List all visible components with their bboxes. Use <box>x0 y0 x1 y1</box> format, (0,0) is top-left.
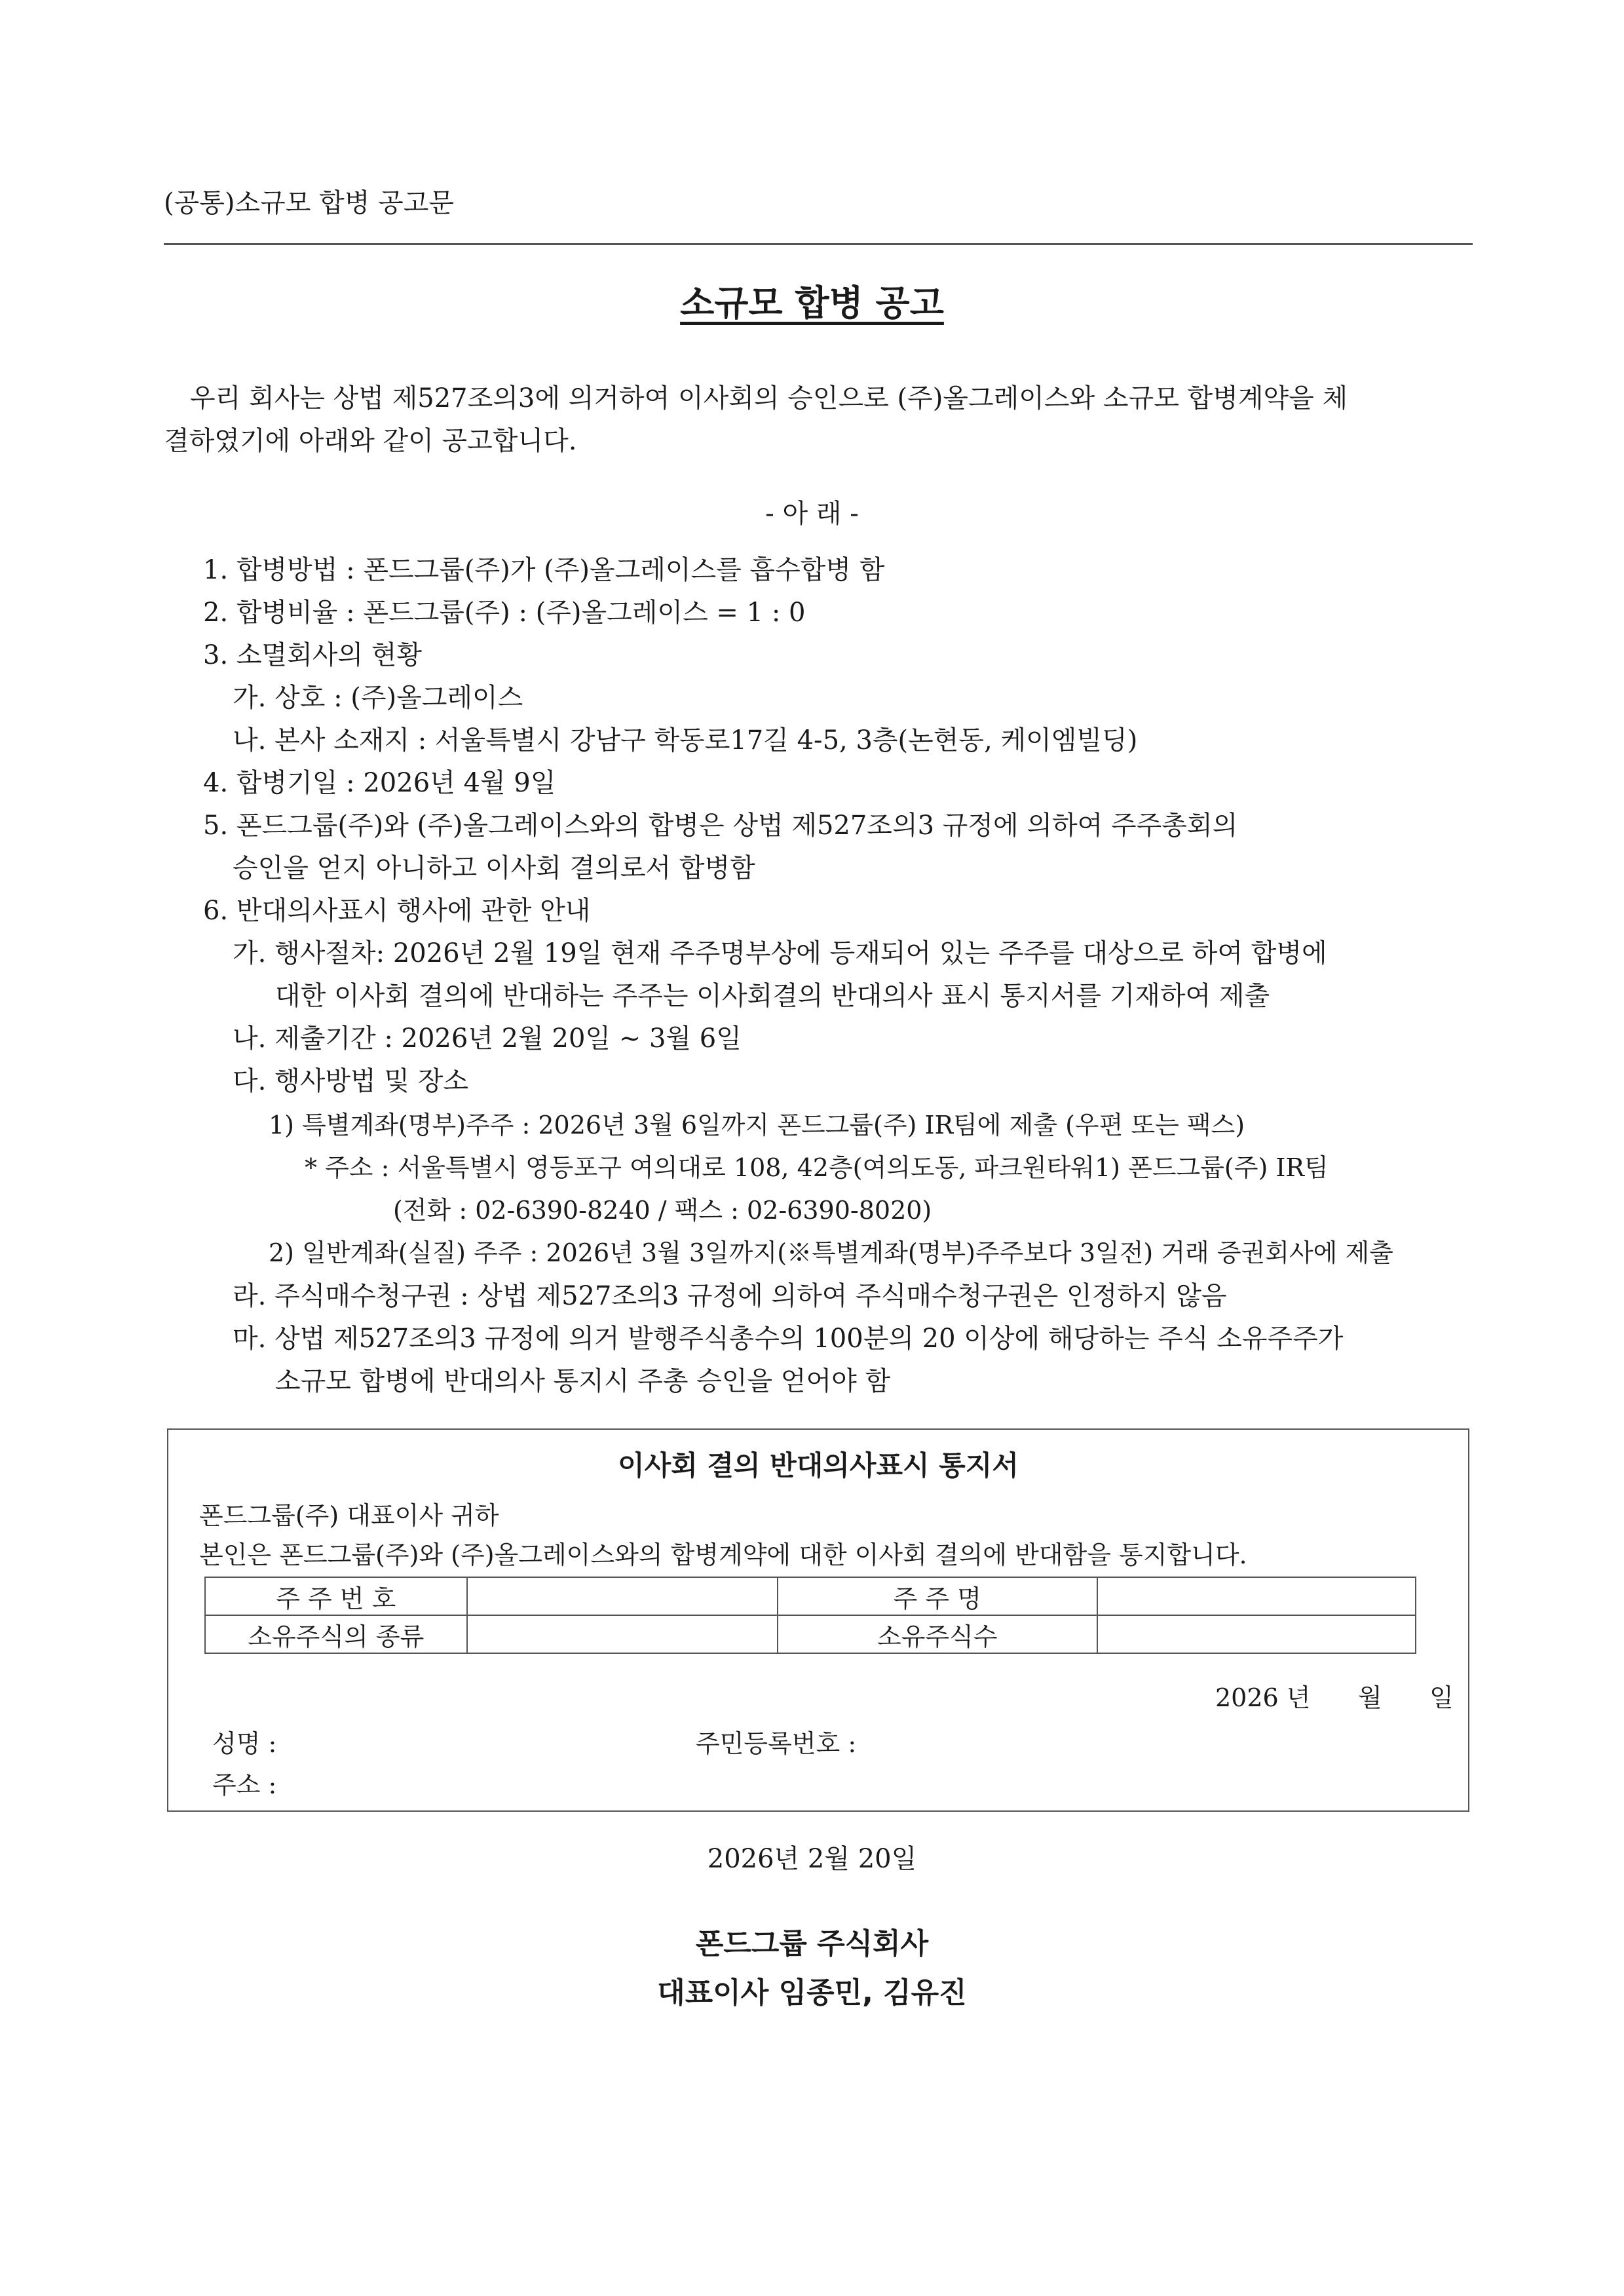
header-divider <box>164 243 1473 245</box>
item-6c2-general-account: 2) 일반계좌(실질) 주주 : 2026년 3월 3일까지(※특별계좌(명부)주주보다 3일전) 거래 증권회사에 제출 <box>269 1238 1393 1267</box>
signer-address-label: 주소 : <box>212 1770 277 1799</box>
shareholder-info-table <box>204 1577 1416 1654</box>
item-6c1-address: * 주소 : 서울특별시 영등포구 여의대로 108, 42층(여의도동, 파크원타워1) 폰드그룹(주) IR팀 <box>305 1153 1329 1182</box>
item-5-line1: 5. 폰드그룹(주)와 (주)올그레이스와의 합병은 상법 제527조의3 규정에 의하여 주주총회의 <box>203 811 1238 841</box>
share-type-field[interactable] <box>467 1615 778 1653</box>
item-3b-head-office: 나. 본사 소재지 : 서울특별시 강남구 학동로17길 4-5, 3층(논현동, 케이엠빌딩) <box>233 725 1138 756</box>
document-header-label: (공통)소규모 합병 공고문 <box>164 188 455 218</box>
share-count-label: 소유주식수 <box>778 1615 1097 1653</box>
announcement-date: 2026년 2월 20일 <box>707 1844 917 1874</box>
resident-id-label: 주민등록번호 : <box>696 1729 857 1758</box>
intro-paragraph-line1: 우리 회사는 상법 제527조의3에 의거하여 이사회의 승인으로 (주)올그레이스와 소규모 합병계약을 체 <box>190 383 1348 413</box>
item-4-merger-date: 4. 합병기일 : 2026년 4월 9일 <box>203 768 556 798</box>
item-5-line2: 승인을 얻지 아니하고 이사회 결의로서 합병함 <box>233 853 755 883</box>
item-1-merger-method: 1. 합병방법 : 폰드그룹(주)가 (주)올그레이스를 흡수합병 함 <box>203 555 885 585</box>
table-row <box>205 1615 1416 1653</box>
dissent-form-date-line: 2026 년 월 일 <box>1215 1683 1454 1712</box>
dissent-notice-form <box>167 1428 1469 1812</box>
dissent-form-title: 이사회 결의 반대의사표시 통지서 <box>618 1449 1019 1482</box>
dissent-form-statement: 본인은 폰드그룹(주)와 (주)올그레이스와의 합병계약에 대한 이사회 결의에 반대함을 통지합니다. <box>199 1540 1247 1569</box>
item-6e-line2: 소규모 합병에 반대의사 통지시 주총 승인을 얻어야 함 <box>275 1366 891 1396</box>
signer-name-label: 성명 : <box>212 1729 277 1758</box>
dissent-form-addressee: 폰드그룹(주) 대표이사 귀하 <box>199 1501 499 1530</box>
item-6a-line2: 대한 이사회 결의에 반대하는 주주는 이사회결의 반대의사 표시 통지서를 기재하여 제출 <box>275 981 1270 1011</box>
shareholder-name-label: 주 주 명 <box>778 1577 1097 1615</box>
section-heading: - 아 래 - <box>765 499 859 529</box>
company-name: 폰드그룹 주식회사 <box>695 1927 929 1961</box>
item-6c1-special-account: 1) 특별계좌(명부)주주 : 2026년 3월 6일까지 폰드그룹(주) IR팀에 제출 (우편 또는 팩스) <box>269 1111 1245 1139</box>
item-3-dissolved-company: 3. 소멸회사의 현황 <box>203 640 423 670</box>
item-6d-appraisal-right: 라. 주식매수청구권 : 상법 제527조의3 규정에 의하여 주식매수청구권은 인정하지 않음 <box>233 1281 1227 1311</box>
shareholder-number-field[interactable] <box>467 1577 778 1615</box>
item-3a-trade-name: 가. 상호 : (주)올그레이스 <box>233 683 523 713</box>
intro-paragraph-line2: 결하였기에 아래와 같이 공고합니다. <box>164 426 577 456</box>
item-6a-line1: 가. 행사절차: 2026년 2월 19일 현재 주주명부상에 등재되어 있는 주주를 대상으로 하여 합병에 <box>233 938 1327 968</box>
notice-title: 소규모 합병 공고 <box>680 282 944 324</box>
ceo-names: 대표이사 임종민, 김유진 <box>657 1976 967 2010</box>
share-type-label: 소유주식의 종류 <box>205 1615 467 1653</box>
share-count-field[interactable] <box>1097 1615 1416 1653</box>
item-6e-line1: 마. 상법 제527조의3 규정에 의거 발행주식총수의 100분의 20 이상에 해당하는 주식 소유주주가 <box>233 1324 1344 1354</box>
item-6-dissent-guide: 6. 반대의사표시 행사에 관한 안내 <box>203 896 591 926</box>
item-6c1-contact: (전화 : 02-6390-8240 / 팩스 : 02-6390-8020) <box>393 1196 932 1225</box>
item-6b-period: 나. 제출기간 : 2026년 2월 20일 ~ 3월 6일 <box>233 1024 742 1054</box>
item-6c-method: 다. 행사방법 및 장소 <box>233 1066 468 1096</box>
table-row <box>205 1577 1416 1615</box>
shareholder-name-field[interactable] <box>1097 1577 1416 1615</box>
shareholder-number-label: 주 주 번 호 <box>205 1577 467 1615</box>
item-2-merger-ratio: 2. 합병비율 : 폰드그룹(주) : (주)올그레이스 = 1 : 0 <box>203 598 806 628</box>
